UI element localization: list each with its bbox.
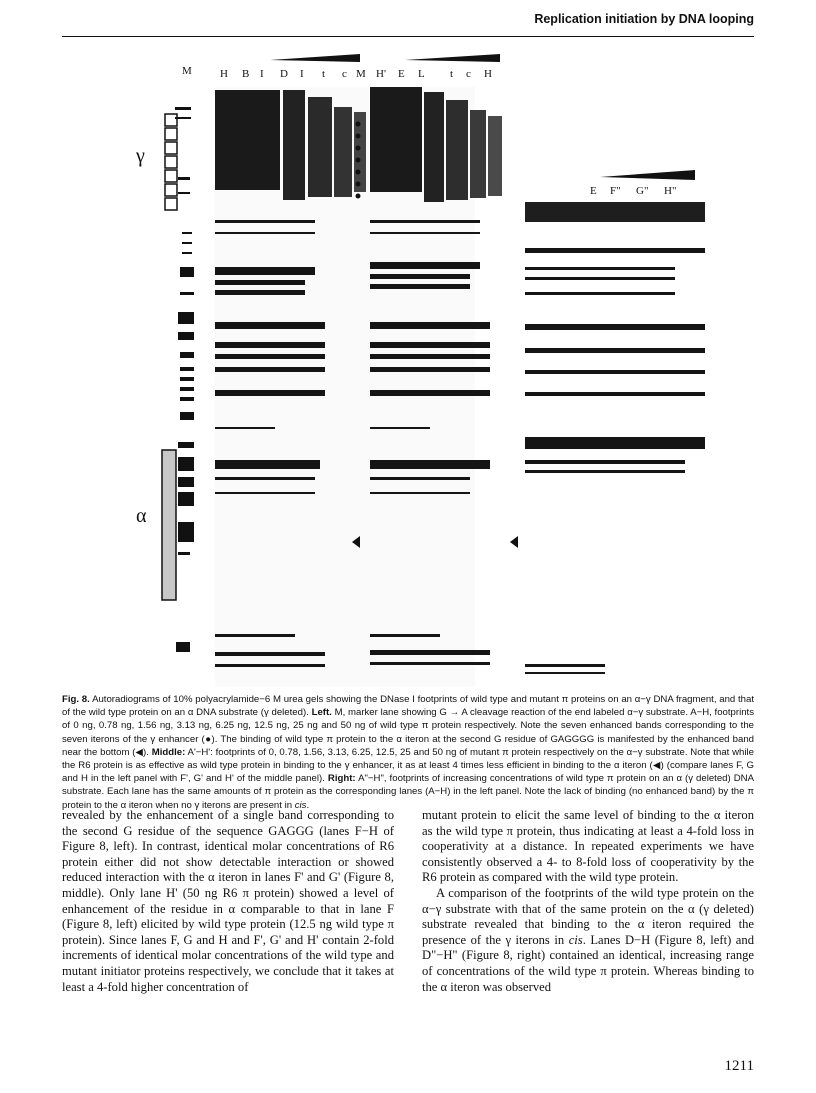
lane-labels-left xyxy=(182,65,366,80)
lane-label: E xyxy=(590,185,597,197)
lane-label: D xyxy=(280,68,288,80)
lane-label: B xyxy=(242,68,250,80)
body-cis: cis xyxy=(568,932,583,947)
body-paragraph: revealed by the enhancement of a single band corresponding to the second G residue of the sequence GAGGG (lanes F−H of Figure 8, left). In contrast, identical molar concentrations of R6 protein either did not show detectable interaction or showed reduced interaction with the α iteron in lanes F' and G' (Figure 8, middle). Only lane H' (50 ng R6 π protein) showed a level of enhancement of the residue in α comparable to that in lane F (Figure 8, left) elicited by wild type protein (12.5 ng wild type π protein). Since lanes F, G and H and F', G' and H' contain 2-fold increments of identical molar concentrations of the wild type and mutant initiator proteins respectively, we conclude that it takes at least a 4-fold higher concentration of xyxy=(62,808,394,994)
caption-end: . xyxy=(306,799,310,811)
caption-right-label: Right: xyxy=(327,773,356,785)
lane-label: L xyxy=(418,68,425,80)
lane-label: H xyxy=(484,68,492,80)
caption-middle-label: Middle: xyxy=(151,746,186,758)
lane-label: t xyxy=(322,68,326,80)
body-text: . Lanes D−H (Figure 8, left) and D"−H" (Figure 8, right) contained an identical, increasing range of concentrations of the wild type π protein. Whereas binding to the α iteron was observed xyxy=(422,932,754,994)
lane-label: I xyxy=(260,68,264,80)
body-column-left xyxy=(62,808,394,995)
caption-left-text: M, marker lane showing G → A cleavage reaction of the end labeled α−γ substrate. A−H, footprints of 0 ng, 0.78 ng, 1.56 ng, 3.13 ng, 6.25 ng, 12.5 ng, 25 ng and 50 ng of wild type π protein respectively. Note the seven enhanced bands corresponding to the seven iterons of the γ enhancer (●). The binding of wild type π protein to the α iteron at the second G residue of GAGGGG is manifested by the enhanced band near the bottom (◀). xyxy=(62,707,755,758)
concentration-wedge-middle xyxy=(405,54,500,62)
concentration-wedge-left xyxy=(270,54,360,62)
lane-label: I xyxy=(300,68,304,80)
gel-right-top-band xyxy=(525,202,705,222)
lane-label: c xyxy=(342,68,347,80)
figure-caption xyxy=(62,693,754,812)
caption-left-label: Left. xyxy=(311,707,332,719)
running-head: Replication initiation by DNA looping xyxy=(534,12,754,26)
concentration-wedge-right xyxy=(600,170,695,180)
lane-label: H xyxy=(220,68,228,80)
gel-bands-right xyxy=(525,248,705,674)
lane-label: F" xyxy=(610,185,621,197)
body-text: A comparison of the footprints of the wild type protein on the α−γ substrate with that of the same protein on the α (γ deleted) substrate revealed that binding to the α iteron required the presence of the γ iterons in xyxy=(422,885,754,947)
alpha-arrow-middle xyxy=(510,536,518,548)
caption-cis: cis xyxy=(294,799,307,811)
lane-label: G" xyxy=(636,185,649,197)
body-paragraph xyxy=(422,886,754,995)
lane-label: H' xyxy=(376,68,386,80)
gamma-iteron-boxes xyxy=(165,114,177,210)
caption-middle-text: A'−H': footprints of 0, 0.78, 1.56, 3.13, 6.25, 12.5, 25 and 50 ng of mutant π protein respectively on the α−γ substrate. Note that while the R6 protein is as effective as wild type protein in binding to the γ enhancer, it as at least 4 times less efficient in binding to the α iteron (◀) (compare lanes F, G and H in the left panel with F', G' and H' of the middle panel). xyxy=(62,746,754,785)
lane-label: E xyxy=(398,68,405,80)
body-column-right xyxy=(422,808,754,995)
lane-label: M xyxy=(182,65,192,77)
caption-fig-label: Fig. 8. xyxy=(62,694,90,705)
lane-label: t xyxy=(450,68,454,80)
lane-label: H" xyxy=(664,185,677,197)
caption-text: Autoradiograms of 10% polyacrylamide−6 M urea gels showing the DNase I footprints of wild type and mutant π proteins on an α−γ DNA fragment, and that of the wild type protein on an α DNA substrate (γ deleted). xyxy=(62,694,755,719)
lane-labels-right xyxy=(590,185,676,197)
header-rule xyxy=(62,36,754,37)
lane-labels-middle xyxy=(376,68,492,80)
alpha-region-bar xyxy=(162,450,176,600)
gel-middle-top-smear xyxy=(370,87,502,202)
lane-label: M xyxy=(356,68,366,80)
alpha-label: α xyxy=(136,505,147,527)
caption-right-text: A"−H", footprints of increasing concentrations of wild type π protein on an α (γ deleted) DNA substrate. Each lane has the same amounts of π protein as the corresponding lanes (A−H) in the left panel. Note the lack of binding (no enhanced band) by the π protein to the α iteron when no γ iterons are present in xyxy=(62,773,754,811)
lane-label: c xyxy=(466,68,471,80)
autoradiogram-figure xyxy=(120,52,760,692)
body-paragraph: mutant protein to elicit the same level of binding to the α iteron as the wild type π protein, thus indicating at least a 4-fold loss in cooperativity at a distance. In repeated experiments we have consistently observed a 4- to 8-fold loss of cooperativity by the R6 protein as compared with the wild type protein. xyxy=(422,808,754,885)
marker-lane xyxy=(175,107,194,652)
page-number: 1211 xyxy=(724,1058,754,1074)
gamma-label: γ xyxy=(136,145,145,167)
